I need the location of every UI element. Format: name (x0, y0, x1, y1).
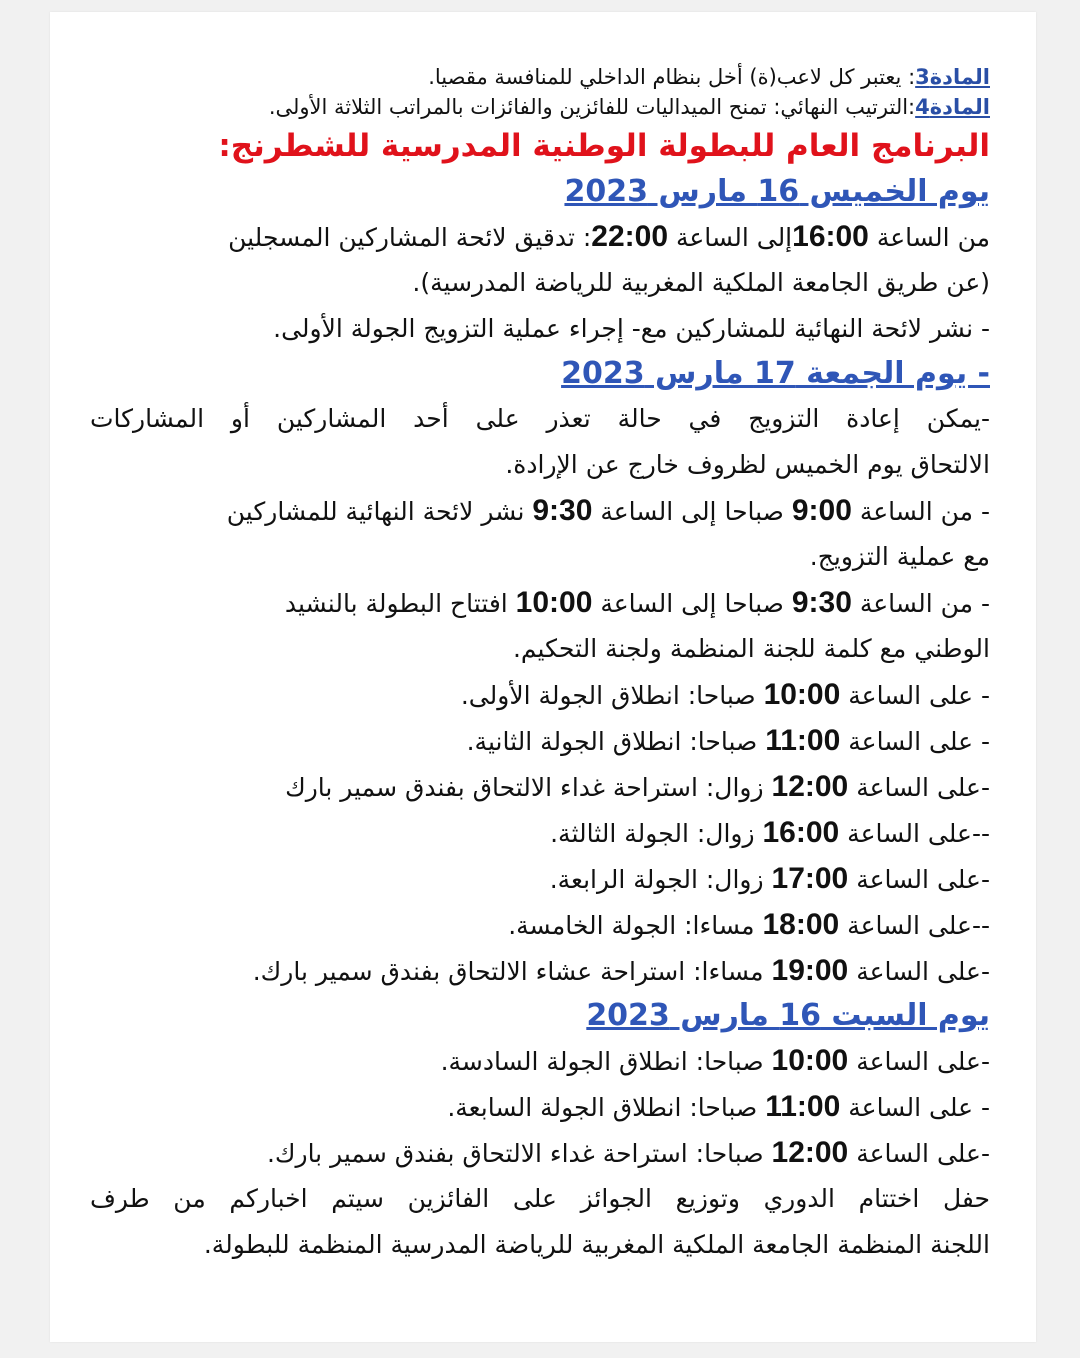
text: - من الساعة (851, 589, 990, 618)
text: - من الساعة (851, 497, 990, 526)
schedule-item (90, 902, 990, 948)
text: مساءا: الجولة الخامسة. (508, 911, 763, 940)
day2-line-1: -يمكن إعادة التزويج في حالة تعذر على أحد المشاركين أو المشاركات (90, 404, 990, 433)
text: مساءا: استراحة عشاء الالتحاق بفندق سمير بارك. (252, 957, 772, 986)
day1-line-3: - نشر لائحة النهائية للمشاركين مع- إجراء عملية التزويج الجولة الأولى. (273, 314, 990, 343)
text: - على الساعة (840, 681, 990, 710)
text: افتتاح البطولة بالنشيد (284, 589, 516, 618)
text: صباحا إلى الساعة (592, 497, 792, 526)
time: 11:00 (765, 724, 841, 757)
article-3 (90, 62, 990, 92)
text: - على الساعة (840, 1093, 990, 1122)
schedule-item (90, 1084, 990, 1130)
text: نشر لائحة النهائية للمشاركين (226, 497, 533, 526)
schedule-item (90, 672, 990, 718)
text: زوال: الجولة الرابعة. (549, 865, 772, 894)
time: 19:00 (771, 954, 849, 987)
schedule-item (90, 718, 990, 764)
text: صباحا: انطلاق الجولة الثانية. (466, 727, 766, 756)
text: صباحا: انطلاق الجولة السادسة. (440, 1047, 772, 1076)
document-page (50, 12, 1036, 1342)
article-3-label: المادة3 (915, 65, 990, 89)
text: صباحا: انطلاق الجولة الأولى. (460, 681, 764, 710)
day3-title: يوم السبت 16 مارس 2023 (586, 998, 990, 1033)
article-4 (90, 92, 990, 122)
time: 12:00 (771, 1136, 849, 1169)
article-4-label: المادة4 (915, 95, 990, 119)
article-3-text: : يعتبر كل لاعب(ة) أخل بنظام الداخلي للمنافسة مقصيا. (428, 65, 916, 89)
time: 10:00 (515, 586, 593, 619)
text: صباحا إلى الساعة (592, 589, 792, 618)
text: --على الساعة (839, 911, 990, 940)
time: 10:00 (763, 678, 841, 711)
program-heading: البرنامج العام للبطولة الوطنية المدرسية للشطرنج: (218, 128, 990, 164)
time: 22:00 (591, 220, 669, 253)
text: زوال: الجولة الثالثة. (550, 819, 763, 848)
schedule-item (90, 810, 990, 856)
day2-line-5 (90, 580, 990, 626)
time: 11:00 (765, 1090, 841, 1123)
text: --على الساعة (839, 819, 990, 848)
text: صباحا: استراحة غداء الالتحاق بفندق سمير بارك. (266, 1139, 772, 1168)
schedule-item (90, 764, 990, 810)
time: 9:30 (791, 586, 852, 619)
time: 9:30 (532, 494, 593, 527)
day1-line-2: (عن طريق الجامعة الملكية المغربية للرياضة المدرسية). (412, 268, 990, 297)
schedule-item (90, 948, 990, 994)
text: صباحا: انطلاق الجولة السابعة. (447, 1093, 766, 1122)
day2-line-3 (90, 488, 990, 534)
text: -على الساعة (848, 957, 990, 986)
text: - على الساعة (840, 727, 990, 756)
text: : تدقيق لائحة المشاركين المسجلين (228, 223, 592, 252)
text: -على الساعة (848, 773, 990, 802)
text: إلى الساعة (668, 223, 793, 252)
text: من الساعة (868, 223, 990, 252)
text: -على الساعة (848, 865, 990, 894)
time: 18:00 (762, 908, 840, 941)
time: 17:00 (771, 862, 849, 895)
closing-line-1: حفل اختتام الدوري وتوزيع الجوائز على الفائزين سيتم اخباركم من طرف (90, 1184, 990, 1213)
time: 12:00 (771, 770, 849, 803)
time: 9:00 (791, 494, 852, 527)
schedule-item (90, 1038, 990, 1084)
document-content (90, 62, 990, 1268)
text: زوال: استراحة غداء الالتحاق بفندق سمير بارك (285, 773, 772, 802)
day2-line-2: الالتحاق يوم الخميس لظروف خارج عن الإرادة. (505, 450, 990, 479)
text: -على الساعة (848, 1047, 990, 1076)
article-4-text: :الترتيب النهائي: تمنح الميداليات للفائزين والفائزات بالمراتب الثلاثة الأولى. (268, 95, 916, 119)
day2-line-4: مع عملية التزويج. (809, 542, 990, 571)
time: 16:00 (792, 220, 869, 253)
time: 16:00 (762, 816, 840, 849)
text: -على الساعة (848, 1139, 990, 1168)
day2-title: - يوم الجمعة 17 مارس 2023 (561, 356, 990, 391)
schedule-item (90, 1130, 990, 1176)
schedule-item (90, 856, 990, 902)
closing-line-2: اللجنة المنظمة الجامعة الملكية المغربية للرياضة المدرسية المنظمة للبطولة. (203, 1230, 990, 1259)
day1-line-1 (90, 214, 990, 260)
time: 10:00 (771, 1044, 849, 1077)
day1-title: يوم الخميس 16 مارس 2023 (564, 174, 990, 209)
day2-line-6: الوطني مع كلمة للجنة المنظمة ولجنة التحكيم. (512, 634, 990, 663)
